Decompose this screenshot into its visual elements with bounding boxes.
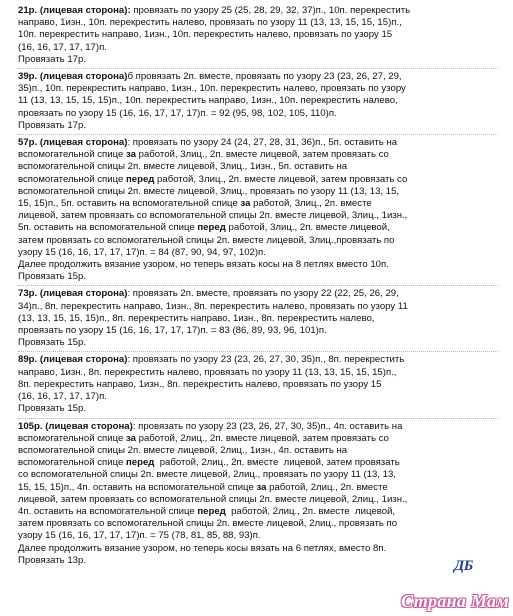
instruction-line	[18, 482, 498, 494]
instruction-text: затем провязать со вспомогательной спицы 2п. вместе лицевой, 3лиц.,провязать по	[18, 234, 395, 246]
instruction-text: провязать по узору 15 (16, 16, 17, 17, 17)п. = 92 (95, 98, 102, 105, 110)п.	[18, 107, 337, 119]
instruction-line	[18, 247, 498, 259]
instruction-text: лицевой, затем провязать со вспомогательной спицы 2п. вместе лицевой, 3лиц., 1изн.,	[18, 210, 408, 222]
instruction-block	[18, 5, 498, 66]
instruction-text: работой, 3лиц., 2п. вместе	[250, 198, 372, 210]
instruction-text: 35)п., 10п. перекрестить направо, 1изн., 10п. перекрестить налево, провязать по узору	[18, 83, 406, 95]
instruction-line	[18, 469, 498, 481]
instruction-text: вспомогательной спицы 2п. вместе лицевой, 3лиц., 1изн., 5п. оставить на	[18, 161, 348, 173]
instruction-text: б провязать 2п. вместе, провязать по узору 23 (23, 26, 27, 29,	[127, 71, 402, 83]
instruction-line	[18, 42, 498, 54]
emphasis-text: за	[125, 149, 136, 161]
instruction-line	[18, 137, 498, 149]
instruction-line	[18, 367, 498, 379]
instruction-text: 15, 15, 15)п., 4п. оставить на вспомогательной спице	[18, 481, 257, 493]
instruction-line	[18, 354, 498, 366]
instruction-text: со вспомогательной спицы 2п. вместе лицевой, 2лиц., провязать по узору 11 (13, 13,	[18, 469, 396, 481]
instruction-text: : провязать по узору 23 (23, 26, 27, 30, 35)п., 8п. перекрестить	[127, 354, 405, 366]
instruction-line	[18, 108, 498, 120]
row-heading: 73р. (лицевая сторона)	[18, 288, 128, 300]
instruction-text: Провязать 17р.	[18, 119, 87, 131]
instruction-line	[18, 403, 498, 415]
instruction-text: 34)п., 8п. перекрестить направо, 1изн., 8п. перекрестить налево, провязать по узору 11	[18, 300, 408, 312]
instruction-text: работой, 3лиц., 2п. вместе лицевой,	[225, 222, 390, 234]
instruction-text: : провязать 2п. вместе, провязать по узору 22 (22, 25, 26, 29,	[127, 288, 399, 300]
instruction-line	[18, 325, 498, 337]
instruction-text: работой, 2лиц., 2п. вместе лицевой, затем провязать	[154, 457, 400, 469]
instruction-line	[18, 174, 498, 186]
instruction-text: : провязать по узору 23 (23, 26, 27, 30, 35)п., 4п. оставить на	[132, 420, 403, 432]
block-divider	[18, 134, 498, 135]
instruction-line	[18, 445, 498, 457]
emphasis-text: за	[256, 481, 267, 493]
instruction-block	[18, 137, 498, 283]
instruction-text: 5п. оставить на вспомогательной спице	[18, 222, 198, 234]
instruction-line	[18, 71, 498, 83]
instruction-text: вспомогательной спице	[18, 149, 126, 161]
instruction-text: Провязать 13р.	[18, 554, 87, 566]
instruction-line	[18, 555, 498, 567]
instruction-line	[18, 161, 498, 173]
row-heading: 89р. (лицевая сторона)	[18, 354, 128, 366]
instruction-text: направо, 1изн., 8п. перекрестить налево, провязать по узору 11 (13, 13, 15, 15, 15)п.,	[18, 366, 397, 378]
instruction-text: узору 15 (16, 16, 17, 17, 17)п. = 75 (78, 81, 85, 88, 93)п.	[18, 530, 261, 542]
instruction-line	[18, 120, 498, 132]
instruction-line	[18, 530, 498, 542]
instruction-line	[18, 506, 498, 518]
instruction-text: Далее продолжить вязание узором, но теперь косы вязать на 6 петлях, вместо 8п.	[18, 542, 387, 554]
instruction-text: вспомогательной спицы 2п. вместе лицевой, 2лиц., 1изн., 4п. оставить на	[18, 444, 348, 456]
instruction-text: вспомогательной спице	[18, 173, 126, 185]
instruction-block	[18, 71, 498, 132]
instruction-block	[18, 288, 498, 349]
instruction-text: работой, 2лиц., 2п. вместе	[266, 481, 388, 493]
instruction-line	[18, 186, 498, 198]
instruction-text: вспомогательной спице	[18, 457, 126, 469]
instruction-line	[18, 210, 498, 222]
author-signature: ДБ	[454, 558, 473, 574]
emphasis-text: за	[240, 198, 251, 210]
block-divider	[18, 351, 498, 352]
instruction-text: Провязать 17р.	[18, 53, 87, 65]
instruction-text: Далее продолжить вязание узором, но теперь вязать косы на 8 петлях вместо 10п.	[18, 259, 389, 271]
pattern-document	[18, 5, 498, 567]
instruction-text: вспомогательной спицы 2п. вместе лицевой, 3лиц., провязать по узору 11 (13, 13, 15,	[18, 185, 400, 197]
instruction-text: 8п. перекрестить направо, 1изн., 8п. перекрестить налево, провязать по узору 15	[18, 378, 382, 390]
instruction-text: (16, 16, 17, 17, 17)п.	[18, 391, 107, 403]
row-heading: 21р. (лицевая сторона):	[18, 5, 131, 16]
instruction-line	[18, 433, 498, 445]
instruction-line	[18, 494, 498, 506]
instruction-text: Провязать 15р.	[18, 271, 87, 283]
instruction-text: : провязать по узору 24 (24, 27, 28, 31, 36)п., 5п. оставить на	[127, 137, 398, 149]
instruction-line	[18, 235, 498, 247]
instruction-text: провязать по узору 25 (25, 28, 29, 32, 37)п., 10п. перекрестить	[130, 5, 411, 16]
instruction-line	[18, 288, 498, 300]
instruction-text: Провязать 15р.	[18, 403, 87, 415]
instruction-line	[18, 17, 498, 29]
instruction-text: Провязать 15р.	[18, 337, 87, 349]
instruction-line	[18, 222, 498, 234]
block-divider	[18, 418, 498, 419]
instruction-text: провязать по узору 15 (16, 16, 17, 17, 17)п. = 83 (86, 89, 93, 96, 101)п.	[18, 325, 327, 337]
instruction-text: работой, 2лиц., 2п. вместе лицевой, затем провязать со	[135, 432, 389, 444]
instruction-line	[18, 301, 498, 313]
instruction-line	[18, 391, 498, 403]
instruction-line	[18, 421, 498, 433]
instruction-text: 11 (13, 13, 15, 15, 15)п., 10п. перекрестить направо, 1изн., 10п. перекрестить налево,	[18, 95, 398, 107]
instruction-block	[18, 354, 498, 415]
row-heading: 39р. (лицевая сторона)	[18, 71, 128, 83]
instruction-line	[18, 337, 498, 349]
instruction-text: работой, 3лиц., 2п. вместе лицевой, затем провязать со	[154, 173, 408, 185]
instruction-line	[18, 518, 498, 530]
instruction-text: затем провязать со вспомогательной спицы 2п. вместе лицевой, 2лиц., провязать по	[18, 518, 398, 530]
emphasis-text: за	[125, 432, 136, 444]
instruction-line	[18, 5, 498, 17]
block-divider	[18, 68, 498, 69]
instruction-line	[18, 271, 498, 283]
instruction-line	[18, 313, 498, 325]
instruction-line	[18, 259, 498, 271]
emphasis-text: перед	[197, 505, 226, 517]
emphasis-text: перед	[197, 222, 226, 234]
instruction-line	[18, 54, 498, 66]
instruction-line	[18, 95, 498, 107]
instruction-text: лицевой, затем провязать со вспомогательной спицы 2п. вместе лицевой, 2лиц., 1изн.,	[18, 493, 408, 505]
row-heading: 57р. (лицевая сторона)	[18, 137, 128, 149]
instruction-text: работой, 2лиц., 2п. вместе лицевой,	[225, 505, 396, 517]
instruction-text: 15, 15)п., 5п. оставить на вспомогательной спице	[18, 198, 241, 210]
instruction-text: (16, 16, 17, 17, 17)п.	[18, 41, 107, 53]
emphasis-text: перед	[125, 173, 155, 185]
instruction-line	[18, 379, 498, 391]
instruction-text: работой, 3лиц., 2п. вместе лицевой, затем провязать со	[135, 149, 389, 161]
instruction-line	[18, 198, 498, 210]
instruction-line	[18, 149, 498, 161]
instruction-text: 4п. оставить на вспомогательной спице	[18, 505, 198, 517]
row-heading: 105р. (лицевая сторона)	[18, 420, 133, 432]
instruction-line	[18, 543, 498, 555]
emphasis-text: перед	[125, 457, 155, 469]
instruction-block	[18, 421, 498, 567]
site-watermark-logo: Страна Мам	[401, 591, 509, 611]
instruction-line	[18, 457, 498, 469]
instruction-text: вспомогательной спице	[18, 432, 126, 444]
instruction-text: направо, 1изн., 10п. перекрестить налево, провязать по узору 11 (13, 13, 15, 15, 15)п.,	[18, 17, 402, 29]
block-divider	[18, 285, 498, 286]
instruction-line	[18, 29, 498, 41]
instruction-text: узору 15 (16, 16, 17, 17, 17)п. = 84 (87, 90, 94, 97, 102)п.	[18, 246, 266, 258]
instruction-line	[18, 83, 498, 95]
instruction-text: (13, 13, 15, 15, 15)п., 8п. перекрестить направо, 1изн., 8п. перекрестить налево,	[18, 312, 375, 324]
instruction-text: 10п. перекрестить направо, 1изн., 10п. перекрестить налево, провязать по узору 15	[18, 29, 393, 41]
